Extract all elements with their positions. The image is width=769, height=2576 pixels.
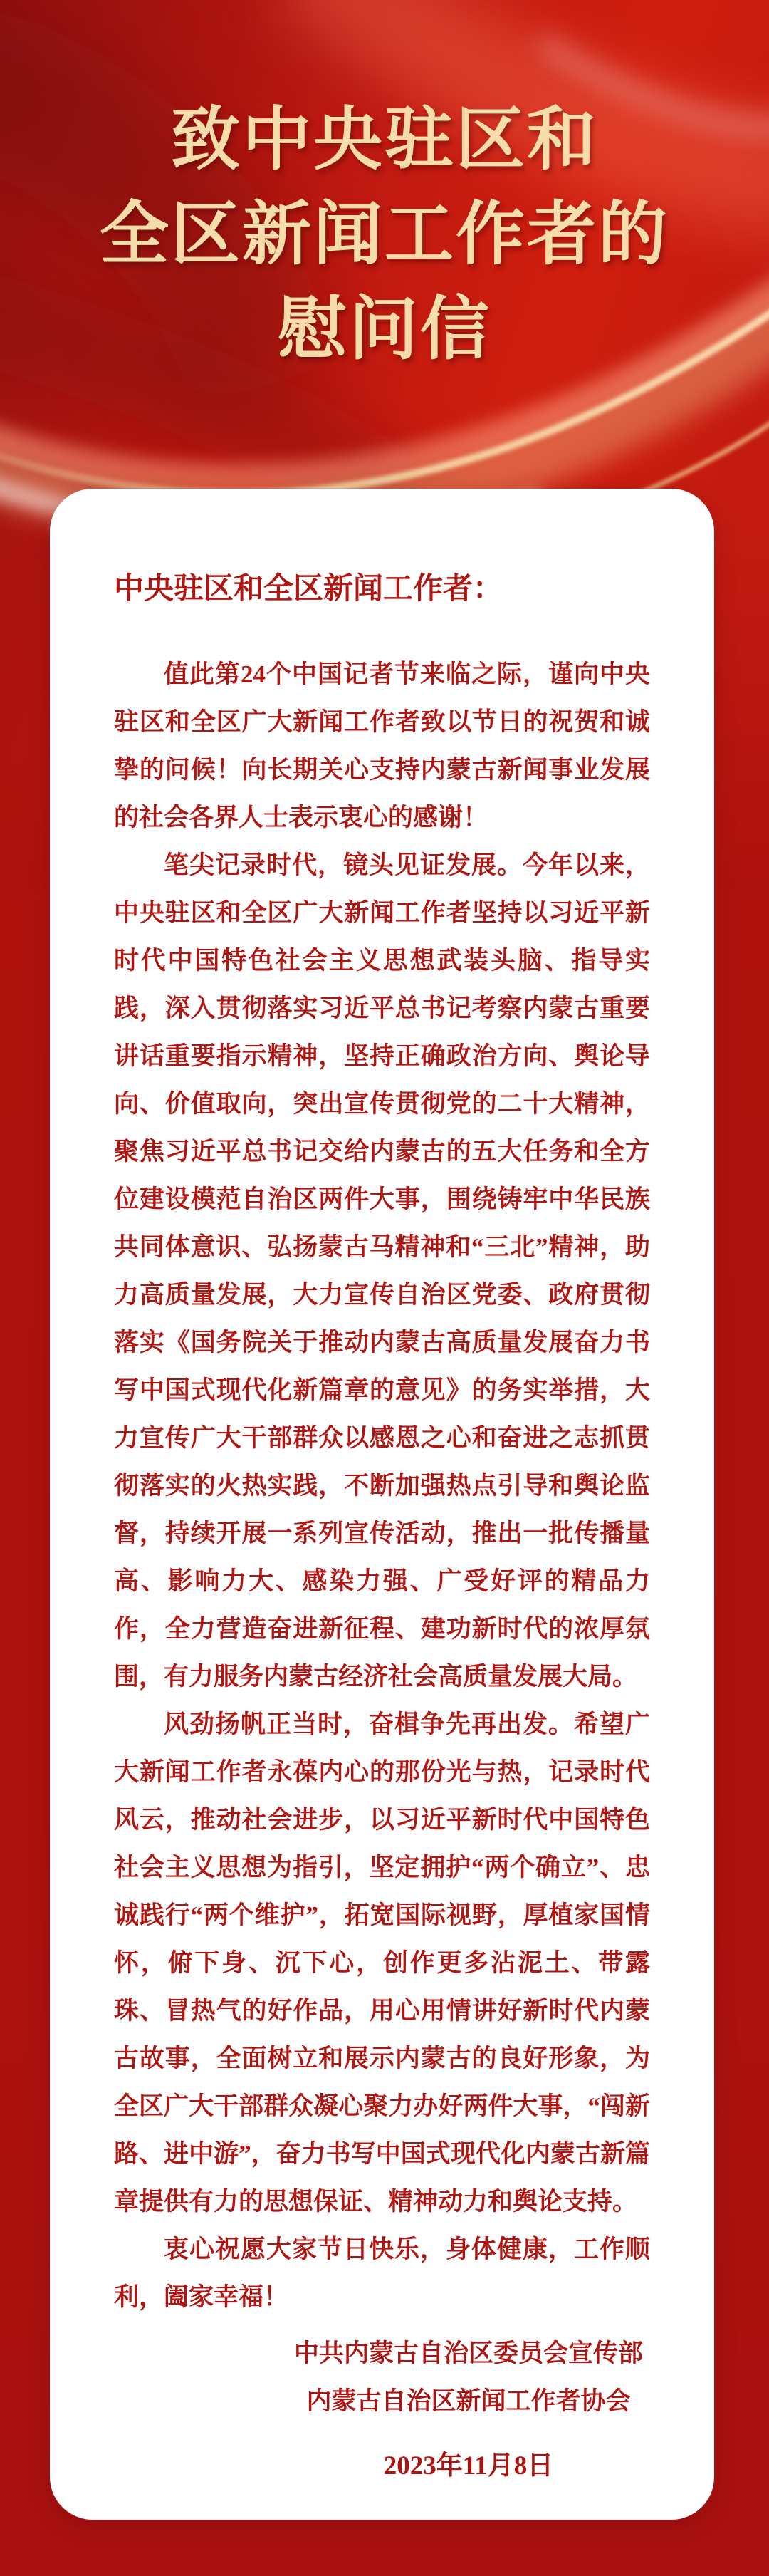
poster-title <box>0 93 769 377</box>
letter-salutation: 中央驻区和全区新闻工作者： <box>114 573 503 606</box>
signature-org-2: 内蒙古自治区新闻工作者协会 <box>306 2387 631 2415</box>
title-line-1: 致中央驻区和 <box>171 102 598 178</box>
letter-body <box>114 650 650 2321</box>
letter-paragraph-3: 风劲扬帆正当时，奋楫争先再出发。希望广大新闻工作者永葆内心的那份光与热，记录时代风云，推动社会进步，以习近平新时代中国特色社会主义思想为指引，坚定拥护“两个确立”、忠诚践行“两个维护”，拓宽国际视野，厚植家国情怀，俯下身、沉下心，创作更多沾泥土、带露珠、冒热气的好作品，用心用情讲好新时代内蒙古故事，全面树立和展示内蒙古的良好形象，为全区广大干部群众凝心聚力办好两件大事，“闯新路、进中游”，奋力书写中国式现代化内蒙古新篇章提供有力的思想保证、精神动力和舆论支持。 <box>114 1710 650 2216</box>
title-line-2: 全区新闻工作者的 <box>100 197 669 273</box>
title-line-3: 慰问信 <box>278 291 491 368</box>
signature-date: 2023年11月8日 <box>383 2451 554 2481</box>
letter-paragraph-4: 衷心祝愿大家节日快乐，身体健康，工作顺利，阖家幸福！ <box>114 2235 650 2311</box>
letter-paragraph-1: 值此第24个中国记者节来临之际，谨向中央驻区和全区广大新闻工作者致以节日的祝贺和诚挚的问候！向长期关心支持内蒙古新闻事业发展的社会各界人士表示衷心的感谢！ <box>114 660 650 831</box>
letter-paragraph-2: 笔尖记录时代，镜头见证发展。今年以来，中央驻区和全区广大新闻工作者坚持以习近平新时代中国特色社会主义思想武装头脑、指导实践，深入贯彻落实习近平总书记考察内蒙古重要讲话重要指示精神，坚持正确政治方向、舆论导向、价值取向，突出宣传贯彻党的二十大精神，聚焦习近平总书记交给内蒙古的五大任务和全方位建设模范自治区两件大事，围绕铸牢中华民族共同体意识、弘扬蒙古马精神和“三北”精神，助力高质量发展，大力宣传自治区党委、政府贯彻落实《国务院关于推动内蒙古高质量发展奋力书写中国式现代化新篇章的意见》的务实举措，大力宣传广大干部群众以感恩之心和奋进之志抓贯彻落实的火热实践，不断加强热点引导和舆论监督，持续开展一系列宣传活动，推出一批传播量高、影响力大、感染力强、广受好评的精品力作，全力营造奋进新征程、建功新时代的浓厚氛围，有力服务内蒙古经济社会高质量发展大局。 <box>114 851 650 1690</box>
letter-card <box>50 489 714 2520</box>
signature-org-1: 中共内蒙古自治区委员会宣传部 <box>293 2339 643 2367</box>
letter-signature <box>294 2330 643 2490</box>
